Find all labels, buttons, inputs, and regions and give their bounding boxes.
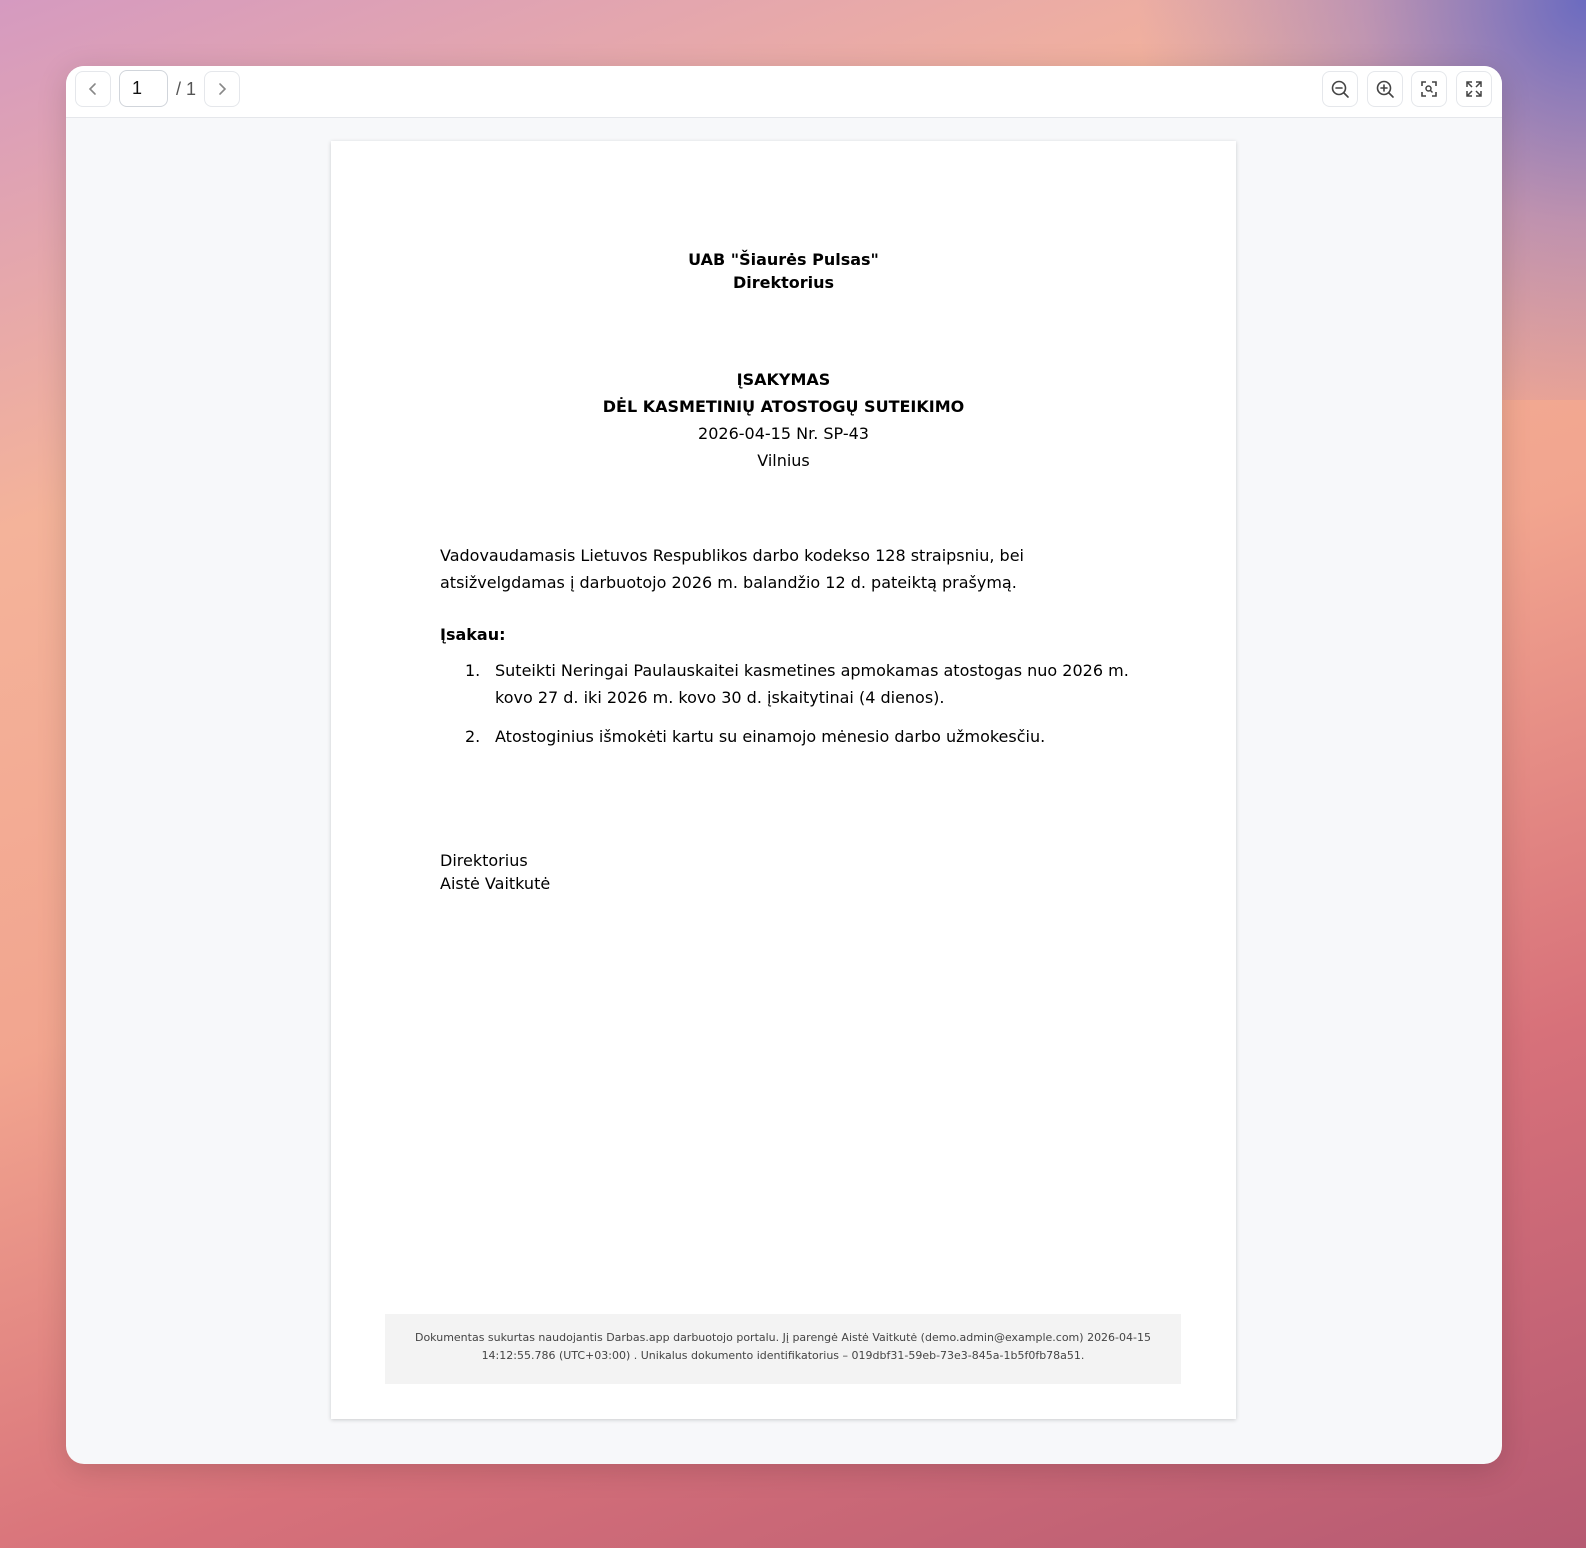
signer-name: Aistė Vaitkutė: [440, 874, 551, 893]
prev-page-button[interactable]: [75, 71, 111, 107]
company-name: UAB "Šiaurės Pulsas": [688, 250, 879, 269]
zoom-out-button[interactable]: [1322, 71, 1358, 107]
order-list: [440, 657, 1140, 762]
company-role: Direktorius: [732, 273, 835, 292]
item-number: 1.: [465, 661, 481, 680]
pdf-viewer-window: [66, 66, 1502, 1464]
preamble: Vadovaudamasis Lietuvos Respublikos darbo kodekso 128 straipsniu, bei atsižvelgdamas į darbuotojo 2026 m. balandžio 12 d. pateiktą prašymą.: [440, 546, 1024, 592]
item-text: Suteikti Neringai Paulauskaitei kasmetines apmokamas atostogas nuo 2026 m. kovo 27 d. iki 2026 m. kovo 30 d. įskaitytinai (4 dienos).: [495, 661, 1129, 707]
zoom-in-icon: [1375, 79, 1395, 99]
document-page: [331, 141, 1236, 1419]
next-page-button[interactable]: [204, 71, 240, 107]
chevron-left-icon: [85, 81, 101, 97]
focus-search-icon: [1419, 79, 1439, 99]
fullscreen-button[interactable]: [1456, 71, 1492, 107]
order-label: Įsakau:: [440, 625, 506, 644]
expand-icon: [1464, 79, 1484, 99]
list-item: [440, 723, 1140, 750]
viewer-toolbar: [66, 66, 1502, 118]
list-item: [440, 657, 1140, 711]
document-date-number: 2026-04-15 Nr. SP-43: [698, 424, 869, 443]
document-footer: Dokumentas sukurtas naudojantis Darbas.app darbuotojo portalu. Jį parengė Aistė Vaitkutė (demo.admin@example.com) 2026-04-15 14:12:55.786 (UTC+03:00) . Unikalus dokumento identifikatorius – 019dbf31-59eb-73e3-845a-1b5f0fb78a51.: [385, 1314, 1181, 1384]
document-type: ĮSAKYMAS: [736, 370, 831, 389]
zoom-out-icon: [1330, 79, 1350, 99]
page-number-input[interactable]: 1: [119, 70, 168, 107]
document-place: Vilnius: [757, 451, 810, 470]
fit-page-button[interactable]: [1411, 71, 1447, 107]
item-number: 2.: [465, 727, 481, 746]
page-total: / 1: [176, 79, 197, 99]
item-text: Atostoginius išmokėti kartu su einamojo mėnesio darbo užmokesčiu.: [495, 727, 1046, 746]
signer-role: Direktorius: [440, 851, 528, 870]
zoom-in-button[interactable]: [1367, 71, 1403, 107]
document-subject: DĖL KASMETINIŲ ATOSTOGŲ SUTEIKIMO: [602, 397, 965, 416]
chevron-right-icon: [214, 81, 230, 97]
